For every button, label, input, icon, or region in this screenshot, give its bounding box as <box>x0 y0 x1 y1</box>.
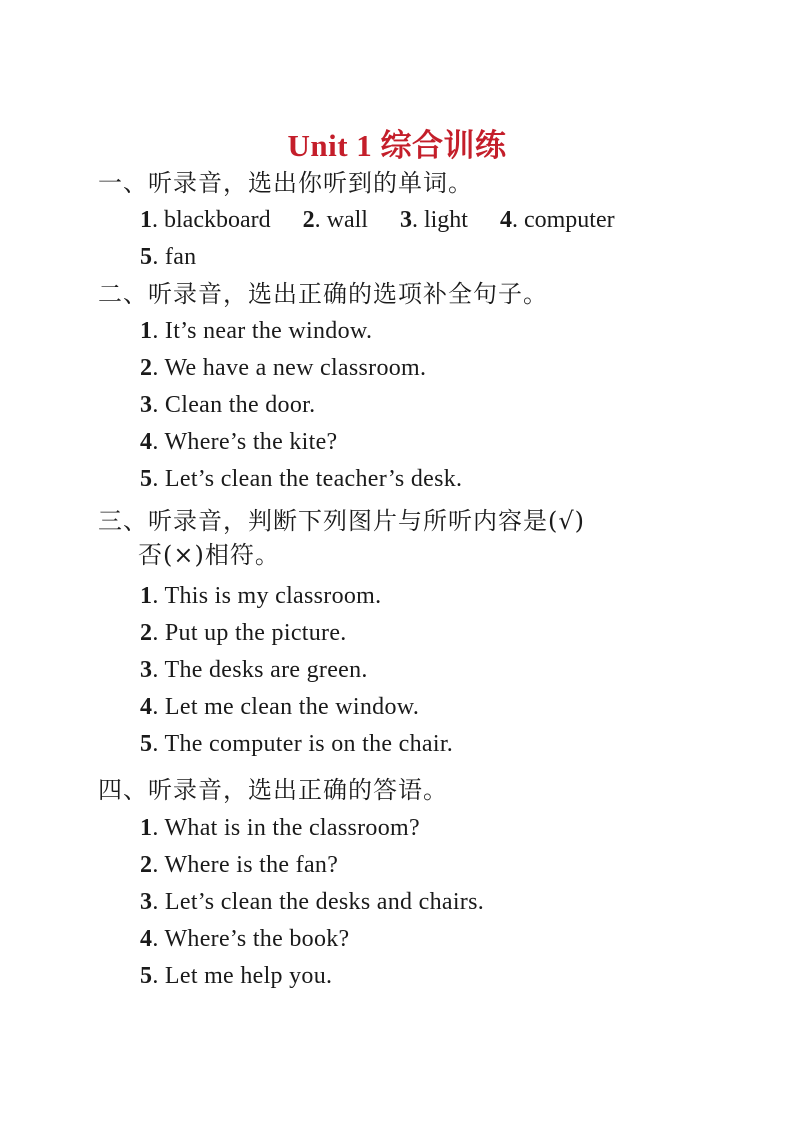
section-1-heading: 一、听录音，选出你听到的单词。 <box>98 169 473 197</box>
section-2-heading: 二、听录音，选出正确的选项补全句子。 <box>98 280 548 308</box>
list-item: 2. Where is the fan? <box>140 852 339 878</box>
section-3-heading-line1: 三、听录音，判断下列图片与所听内容是(√) <box>98 507 586 535</box>
list-item: 1. What is in the classroom? <box>140 815 420 841</box>
list-item: 1. It’s near the window. <box>140 318 373 344</box>
section-3-heading-line2: 否(×)相符。 <box>138 541 280 569</box>
section-3-heading <box>98 504 585 572</box>
word-item: 1. blackboard <box>140 207 271 233</box>
list-item: 3. The desks are green. <box>140 657 368 683</box>
list-item: 4. Let me clean the window. <box>140 694 420 720</box>
section-1-word-row <box>140 203 641 237</box>
section-4-heading: 四、听录音，选出正确的答语。 <box>98 776 448 804</box>
list-item: 3. Let’s clean the desks and chairs. <box>140 889 485 915</box>
list-item: 2. We have a new classroom. <box>140 355 427 381</box>
word-item: 4. computer <box>499 207 615 233</box>
list-item: 5. The computer is on the chair. <box>140 731 454 757</box>
list-item: 5. Let’s clean the teacher’s desk. <box>140 466 463 492</box>
word-item: 5. fan <box>140 244 197 270</box>
list-item: 5. Let me help you. <box>140 963 333 989</box>
page-title: Unit 1 综合训练 <box>287 128 507 163</box>
list-item: 4. Where’s the book? <box>140 926 350 952</box>
list-item: 2. Put up the picture. <box>140 620 347 646</box>
list-item: 1. This is my classroom. <box>140 583 382 609</box>
list-item: 3. Clean the door. <box>140 392 316 418</box>
list-item: 4. Where’s the kite? <box>140 429 338 455</box>
word-item: 3. light <box>399 207 468 233</box>
word-item: 2. wall <box>302 207 368 233</box>
